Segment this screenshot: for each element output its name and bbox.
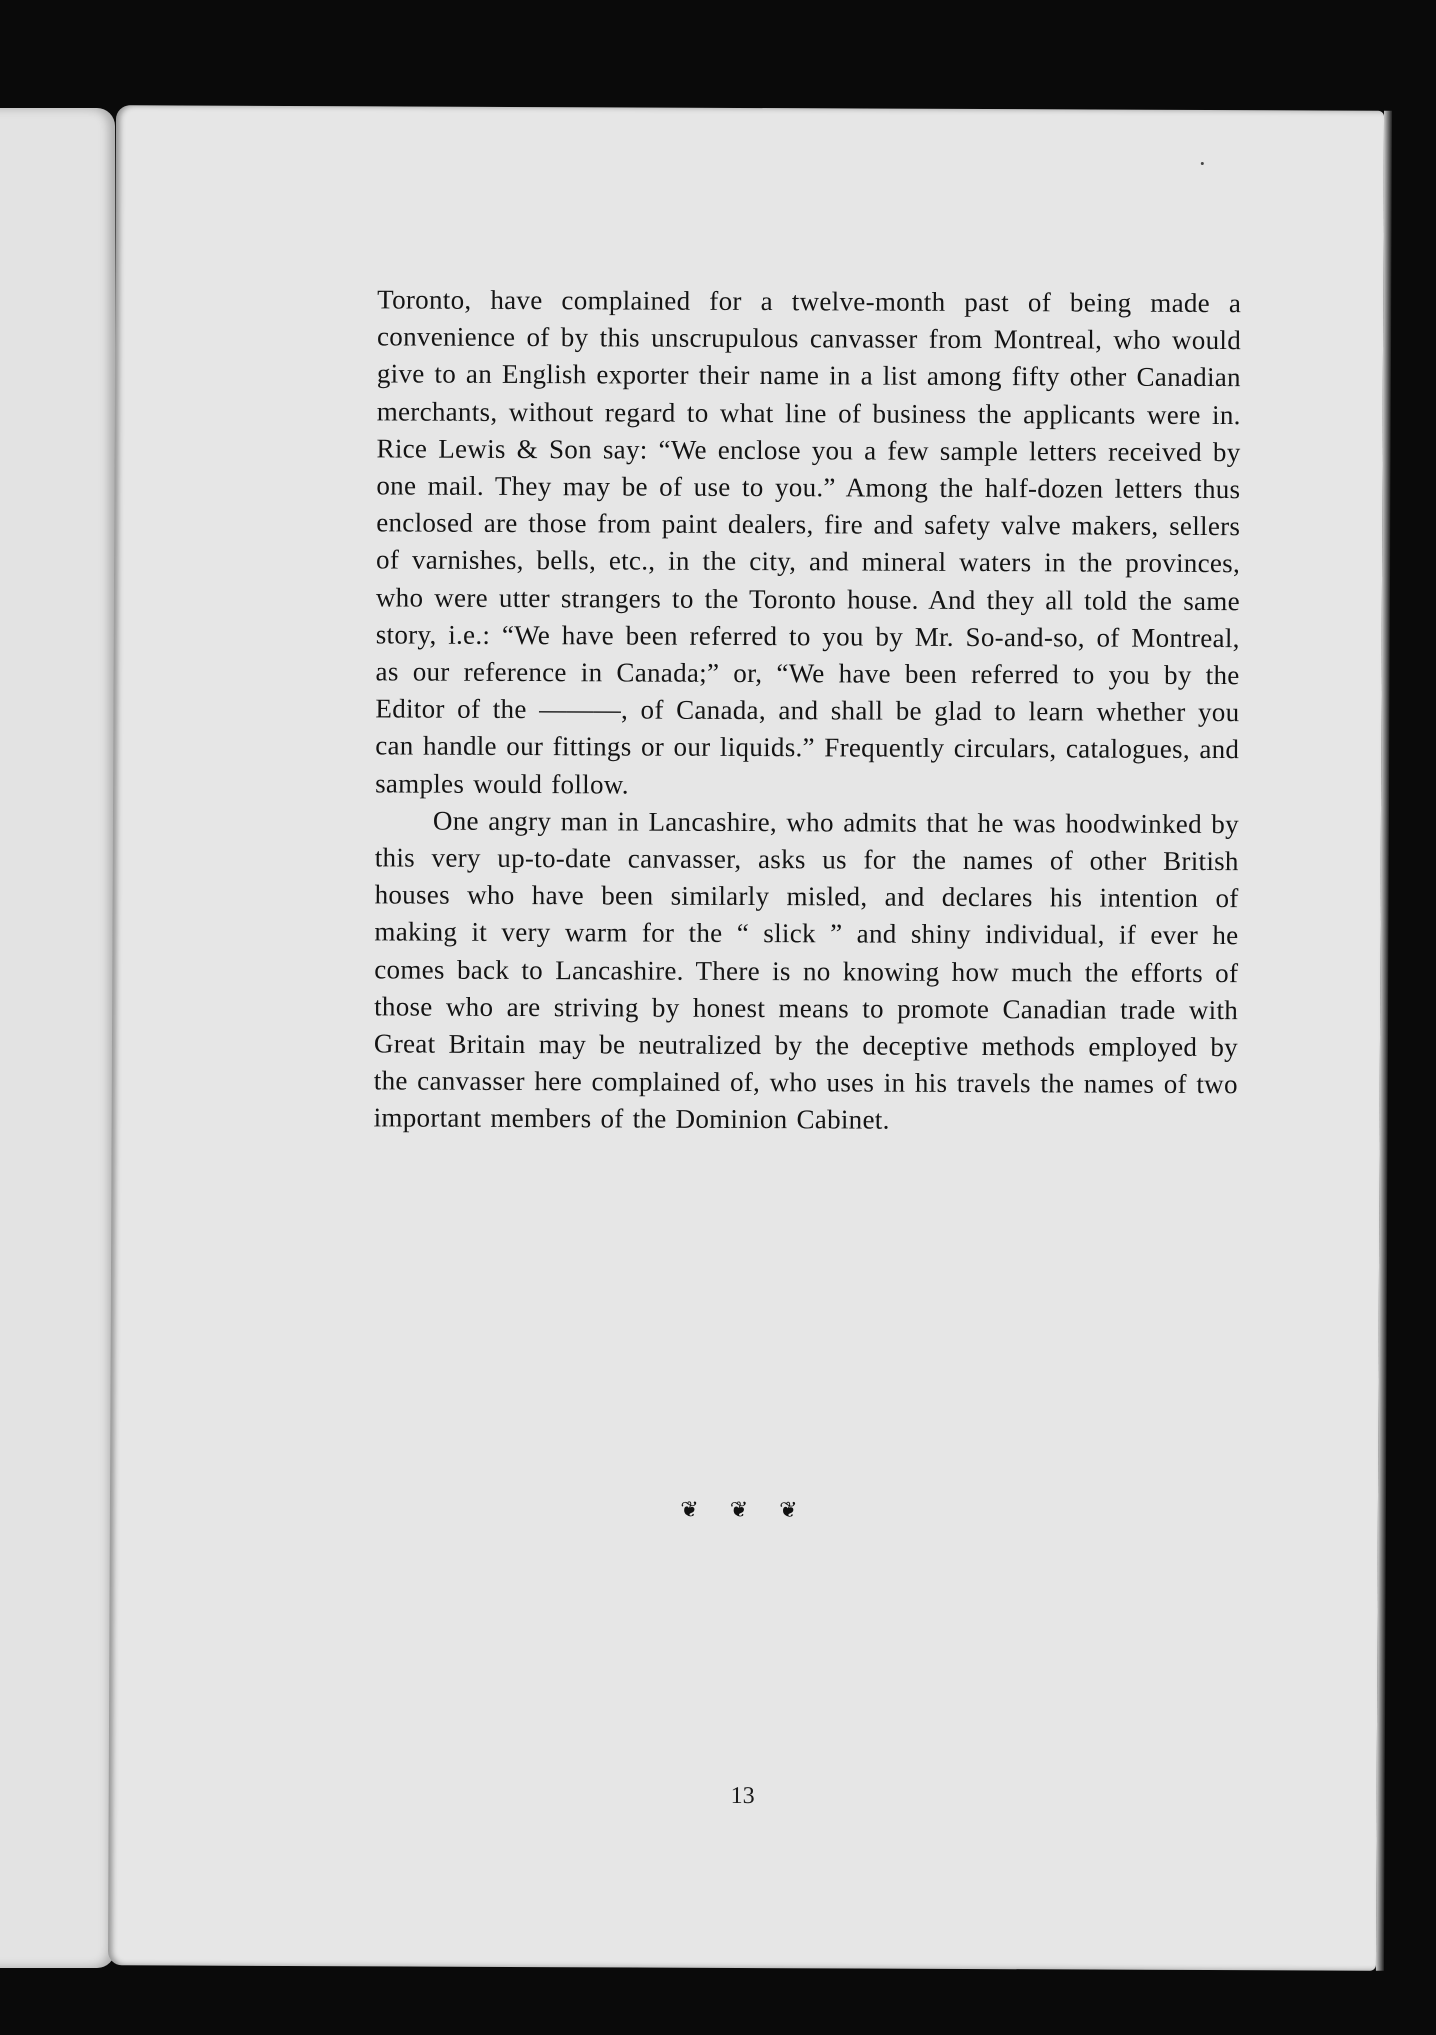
page-number: 13 — [730, 1782, 755, 1810]
fleuron-icon: ❦ — [779, 1498, 808, 1524]
facing-page-edge — [0, 108, 115, 1968]
paragraph-2: One angry man in Lancashire, who admits that he was hoodwinked by this very up-to-date canvasser, asks us for the names of other British houses who have been similarly misled, and declares his intention of making it very warm for the “ slick ” and shiny individual, if ever he comes back to Lancashire. There is no knowing how much the efforts of those who are striving by honest means to promote Canadian trade with Great Britain may be neutralized by the deceptive methods employed by the canvasser here complained of, who uses in his travels the names of two important members of the Dominion Cabinet. — [373, 805, 1240, 1136]
fleuron-icon: ❦ — [680, 1497, 709, 1523]
page-edge-shadow — [1376, 111, 1392, 1971]
fleuron-icon: ❦ — [729, 1497, 759, 1524]
paragraph-1: Toronto, have complained for a twelve-month past of being made a convenience of by this unscrupulous canvasser from Montreal, who would give to an English exporter their name in a list among fifty other Canadian merchants, without regard to what line of business the applicants were in. Rice Lewis & Son say: “We enclose you a few sample letters received by one mail. They may be of use to you.” Among the half-dozen letters thus enclosed are those from paint dealers, fire and safety valve makers, sellers of varnishes, bells, etc., in the city, and mineral waters in the provinces, who were utter strangers to the Toronto house. And they all told the same story, i.e.: “We have been referred to you by Mr. So-and-so, of Montreal, as our reference in Canada;” or, “We have been referred to you by the Editor of the ———, of Canada, and shall be glad to learn whether you can handle our fittings or our liquids.” Frequently circulars, catalogues, and samples would follow. — [375, 284, 1242, 800]
body-text — [374, 281, 1242, 1140]
section-ornament — [110, 1495, 1378, 1526]
book-page — [108, 105, 1384, 1971]
paper-speck — [1201, 162, 1204, 165]
